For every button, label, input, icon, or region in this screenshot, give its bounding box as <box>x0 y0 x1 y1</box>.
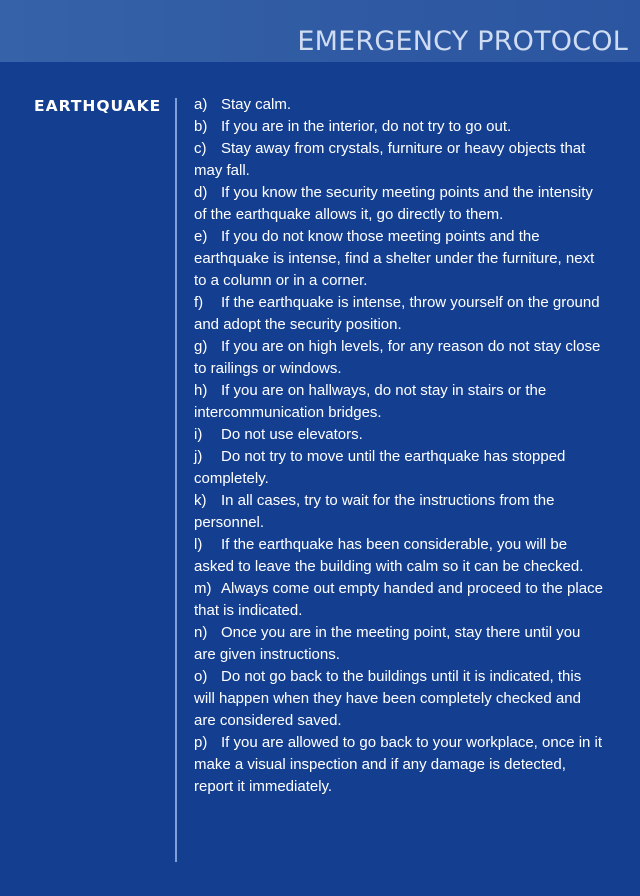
list-item <box>194 380 606 424</box>
item-letter: g) <box>194 338 208 355</box>
item-letter: m) <box>194 580 212 597</box>
list-item <box>194 666 606 732</box>
item-letter: h) <box>194 382 208 399</box>
item-letter: j) <box>194 448 203 465</box>
item-letter: d) <box>194 184 208 201</box>
list-item <box>194 292 606 336</box>
item-text: Do not go back to the buildings until it is indicated, this will happen when they have been completely checked and are considered saved. <box>194 668 582 729</box>
list-item <box>194 578 606 622</box>
page-title: EMERGENCY PROTOCOL <box>297 26 628 57</box>
item-text: Stay away from crystals, furniture or heavy objects that may fall. <box>194 140 586 179</box>
item-letter: a) <box>194 96 208 113</box>
item-text: If you are in the interior, do not try to go out. <box>221 118 512 135</box>
list-item <box>194 336 606 380</box>
item-letter: e) <box>194 228 208 245</box>
list-item <box>194 446 606 490</box>
item-text: In all cases, try to wait for the instructions from the personnel. <box>194 492 555 531</box>
section-heading: EARTHQUAKE <box>34 97 162 115</box>
item-text: If you are on hallways, do not stay in stairs or the intercommunication bridges. <box>194 382 547 421</box>
item-letter: o) <box>194 668 208 685</box>
item-letter: k) <box>194 492 207 509</box>
item-text: If the earthquake is intense, throw yourself on the ground and adopt the security position. <box>194 294 600 333</box>
list-item <box>194 138 606 182</box>
item-text: Do not try to move until the earthquake has stopped completely. <box>194 448 566 487</box>
list-item <box>194 182 606 226</box>
header-band <box>0 0 640 62</box>
list-item <box>194 94 606 116</box>
item-letter: n) <box>194 624 208 641</box>
item-letter: c) <box>194 140 207 157</box>
item-text: If you are on high levels, for any reason do not stay close to railings or windows. <box>194 338 601 377</box>
list-item <box>194 534 606 578</box>
item-letter: l) <box>194 536 203 553</box>
item-text: If you are allowed to go back to your workplace, once in it make a visual inspection and if any damage is detected, report it immediately. <box>194 734 603 795</box>
item-letter: i) <box>194 426 203 443</box>
instruction-list <box>194 94 606 798</box>
item-text: Do not use elevators. <box>221 426 363 443</box>
list-item <box>194 490 606 534</box>
item-letter: f) <box>194 294 204 311</box>
item-text: Once you are in the meeting point, stay there until you are given instructions. <box>194 624 581 663</box>
list-item <box>194 732 606 798</box>
item-text: If you know the security meeting points and the intensity of the earthquake allows it, go directly to them. <box>194 184 593 223</box>
item-text: If you do not know those meeting points and the earthquake is intense, find a shelter under the furniture, next to a column or in a corner. <box>194 228 595 289</box>
item-text: Stay calm. <box>221 96 292 113</box>
list-item <box>194 226 606 292</box>
item-text: Always come out empty handed and proceed to the place that is indicated. <box>194 580 603 619</box>
vertical-divider <box>175 98 177 862</box>
list-item <box>194 424 606 446</box>
list-item <box>194 116 606 138</box>
item-text: If the earthquake has been considerable, you will be asked to leave the building with calm so it can be checked. <box>194 536 584 575</box>
item-letter: b) <box>194 118 208 135</box>
item-letter: p) <box>194 734 208 751</box>
list-item <box>194 622 606 666</box>
